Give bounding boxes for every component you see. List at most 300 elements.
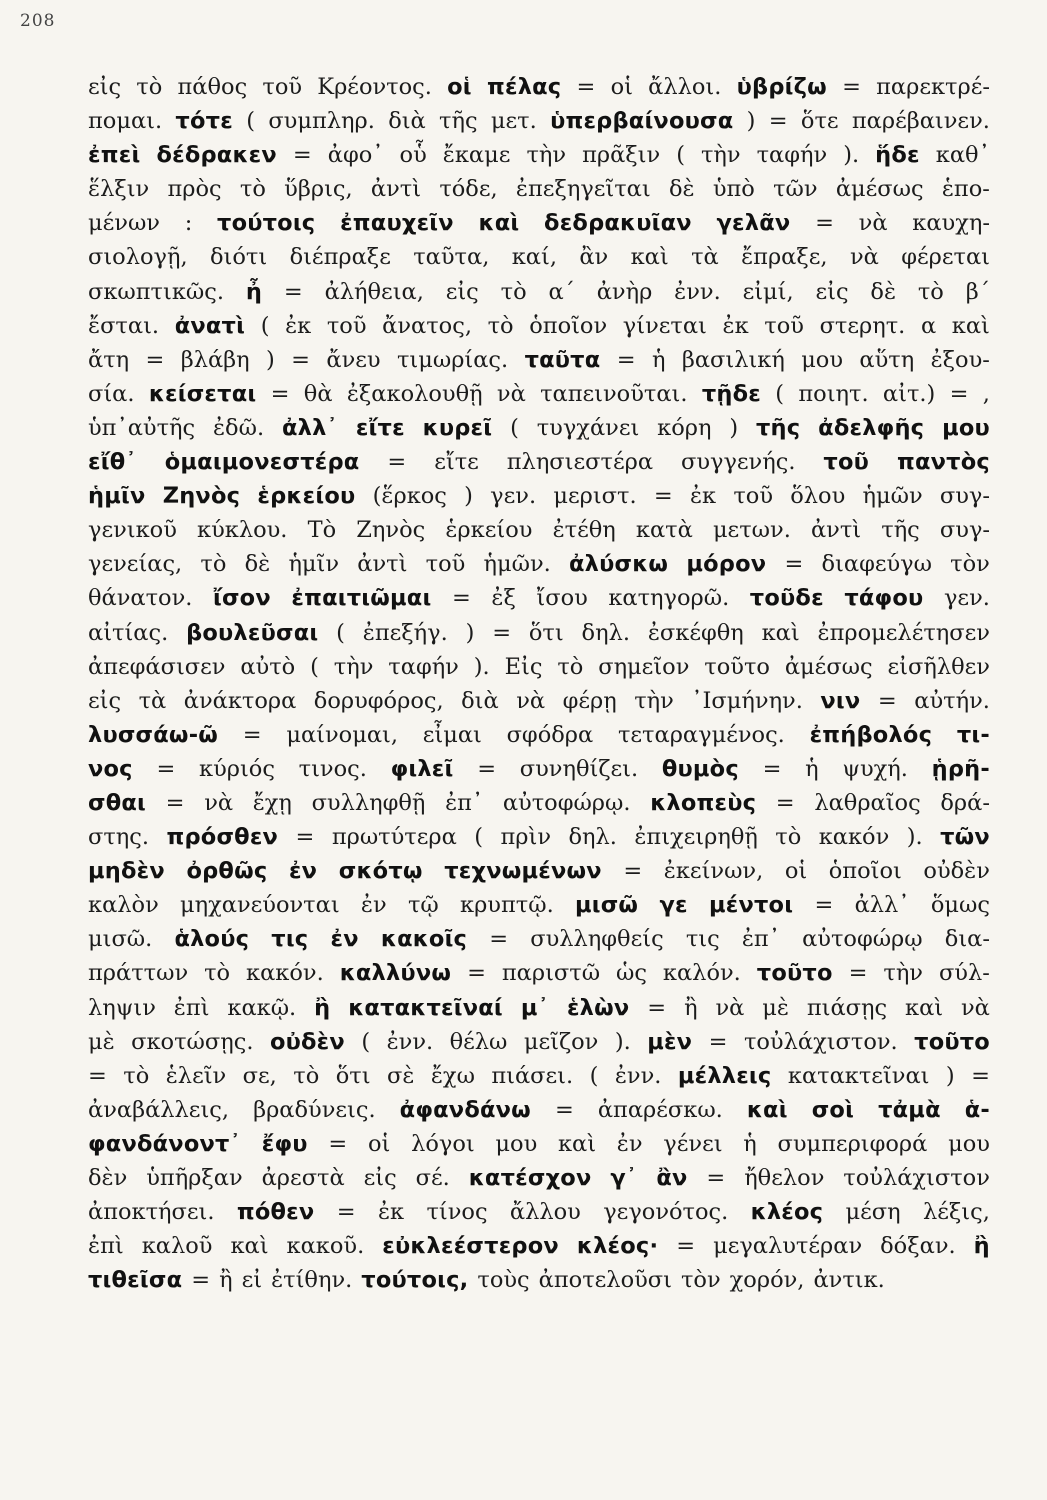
gloss-word: ἔπραξε, xyxy=(741,244,828,271)
gloss-word: ληψιν xyxy=(88,994,156,1021)
headword: δέδρακεν xyxy=(156,142,277,169)
gloss-word: ἐκ xyxy=(285,312,312,339)
gloss-word: ἀμέσως xyxy=(784,653,873,680)
gloss-word: μηχανεύονται xyxy=(180,892,340,919)
gloss-word: ἐνν. xyxy=(614,1062,662,1089)
gloss-word: καλοῦ xyxy=(141,1233,213,1260)
gloss-word: οἱ xyxy=(784,858,808,885)
gloss-word: Εἰς xyxy=(504,653,543,680)
gloss-word: ἀπαρέσκω. xyxy=(597,1096,723,1123)
headword: τοῦ xyxy=(823,449,870,476)
headword: ἔφυ xyxy=(261,1130,308,1157)
text-line xyxy=(88,1059,990,1093)
headword: οἱ xyxy=(447,74,472,100)
gloss-word: = xyxy=(576,74,596,100)
headword: κακοῖς xyxy=(380,926,468,953)
gloss-word: σέ. xyxy=(415,1165,450,1191)
gloss-word: πράττων xyxy=(88,960,189,987)
headword: ἀδελφῆς xyxy=(818,414,925,441)
gloss-word: ἡμῖν xyxy=(288,551,340,578)
gloss-word: πιάσει. xyxy=(491,1062,574,1089)
gloss-word: γίνεται xyxy=(622,312,707,339)
gloss-word: ἐπὶ xyxy=(173,994,210,1021)
gloss-word: τοῦ xyxy=(326,312,367,339)
gloss-word: νὰ xyxy=(715,994,745,1021)
text-line xyxy=(88,377,990,411)
headword: ὀρθῶς xyxy=(186,858,268,885)
headword: τοῦτο xyxy=(756,960,833,987)
gloss-word: θὰ xyxy=(303,380,333,407)
gloss-word: ταῦτα, xyxy=(413,244,490,271)
gloss-word: = xyxy=(647,994,667,1021)
gloss-word: ὁποῖον xyxy=(529,312,608,339)
gloss-word: τῷ xyxy=(407,892,439,919)
headword: σθαι xyxy=(88,789,147,816)
gloss-word: γεν. xyxy=(490,483,537,510)
gloss-word: ἀρεστὰ xyxy=(261,1165,345,1191)
gloss-word: νὰ xyxy=(849,244,879,271)
gloss-word: = xyxy=(653,483,673,510)
headword: τἀμὰ xyxy=(878,1096,941,1123)
text-line xyxy=(88,275,990,309)
gloss-word: ( xyxy=(336,619,345,646)
gloss-word: τὸ xyxy=(557,653,584,680)
headword: ἀλλ᾽ xyxy=(281,414,338,441)
gloss-word: δὲν xyxy=(88,1165,128,1191)
text-line xyxy=(88,240,990,274)
headword: τάφου xyxy=(844,585,924,612)
headword: ἐπαυχεῖν xyxy=(340,210,454,237)
gloss-word: οἱ xyxy=(610,74,633,100)
gloss-word: = xyxy=(623,858,643,885)
gloss-word: τὸ xyxy=(204,960,231,987)
gloss-word: ) xyxy=(266,346,275,373)
headword: μ᾽ xyxy=(520,994,550,1021)
gloss-word: τὸ xyxy=(239,176,266,203)
gloss-word: μου xyxy=(495,1130,538,1157)
gloss-word: τοῦ xyxy=(733,483,773,510)
gloss-word: ἄλλοι. xyxy=(648,74,722,100)
headword: ἴσον xyxy=(212,585,271,612)
gloss-word: κατὰ xyxy=(635,517,693,544)
headword: τῇδε xyxy=(701,380,761,407)
gloss-word: τὸ xyxy=(200,551,227,578)
gloss-word: = xyxy=(270,380,290,407)
gloss-word: θέλω xyxy=(449,1028,508,1055)
gloss-word: ) xyxy=(464,483,473,510)
gloss-word: ἤθελον xyxy=(744,1165,825,1191)
headword: δεδρακυῖαν xyxy=(544,210,692,237)
text-line xyxy=(88,820,990,854)
gloss-word: ἔκαμε xyxy=(442,142,511,169)
gloss-word: ἡ xyxy=(743,1130,757,1157)
gloss-word: μέση xyxy=(845,1199,901,1226)
text-line xyxy=(88,888,990,922)
headword: τῆς xyxy=(755,414,801,441)
gloss-word: ὑπ᾽αὐτῆς xyxy=(88,414,196,441)
gloss-word: καί, xyxy=(511,244,557,271)
gloss-word: ἐπὶ xyxy=(88,1233,124,1260)
headword: ᾑρῆ- xyxy=(931,755,990,782)
gloss-word: τοὐλάχιστον. xyxy=(743,1028,898,1055)
headword: πόθεν xyxy=(236,1199,315,1226)
gloss-word: συγ- xyxy=(939,517,990,544)
headword: ὑπερβαίνουσα xyxy=(550,108,734,135)
gloss-word: ἀμέσως xyxy=(835,176,924,203)
gloss-word: παριστῶ xyxy=(501,960,601,987)
gloss-word: ἀλήθεια, xyxy=(324,278,424,305)
gloss-word: συλληφθείς xyxy=(530,926,664,953)
headword: λυσσάω-ῶ xyxy=(88,721,218,748)
gloss-word: αὐτοφώρῳ xyxy=(802,926,923,953)
gloss-word: σιολογῇ, xyxy=(88,244,188,271)
gloss-word: κατηγορῶ. xyxy=(608,585,730,612)
headword: τις xyxy=(271,926,309,953)
gloss-word: τὴν xyxy=(333,653,374,680)
gloss-word: δια- xyxy=(944,926,990,953)
gloss-word: φέρῃ xyxy=(562,687,617,714)
text-line xyxy=(88,786,990,820)
gloss-word: τοῦ xyxy=(764,312,804,339)
gloss-word: τόδε, xyxy=(439,176,498,203)
headword: ἁλούς xyxy=(174,926,250,953)
headword: τι- xyxy=(956,721,990,748)
gloss-word: ψυχή. xyxy=(842,755,908,782)
headword: κυρεῖ xyxy=(422,414,493,441)
headword: πρόσθεν xyxy=(166,824,279,851)
headword: σοὶ xyxy=(811,1096,855,1123)
headword: κείσεται xyxy=(148,380,257,407)
gloss-word: νὰ xyxy=(496,380,526,407)
gloss-word: εἰς xyxy=(445,278,479,305)
text-line xyxy=(88,616,990,650)
gloss-word: = xyxy=(616,346,636,373)
gloss-word: καὶ xyxy=(951,312,990,339)
text-line xyxy=(88,650,990,684)
gloss-word: ) xyxy=(945,1062,955,1089)
gloss-word: κακοῦ. xyxy=(286,1233,365,1260)
gloss-word: μεριστ. xyxy=(553,483,637,510)
gloss-word: = xyxy=(156,755,176,782)
headword: εἴθ᾽ xyxy=(88,449,137,476)
gloss-word: συμπεριφορά xyxy=(777,1130,928,1157)
gloss-word: σε, xyxy=(242,1062,277,1089)
headword: καὶ xyxy=(478,210,520,237)
text-line xyxy=(88,411,990,445)
text-line xyxy=(88,138,990,172)
gloss-word: ἐτέθη xyxy=(552,517,616,544)
headword: τεχνωμένων xyxy=(444,858,602,885)
gloss-word: πιάσῃς xyxy=(806,994,888,1021)
gloss-word: γένει xyxy=(663,1130,723,1157)
gloss-word: διότι xyxy=(210,244,268,271)
text-line xyxy=(88,445,990,479)
gloss-word: = xyxy=(165,789,185,816)
gloss-word: ἐξου- xyxy=(930,346,990,373)
gloss-word: τὸ xyxy=(917,278,944,305)
headword: κλοπεὺς xyxy=(650,789,757,816)
gloss-word: τεταραγμένος. xyxy=(617,721,785,748)
headword: ἀφανδάνω xyxy=(399,1096,531,1123)
gloss-word: ἡμῶν xyxy=(862,483,923,510)
commentary-text xyxy=(88,70,990,1297)
text-line xyxy=(88,343,990,377)
gloss-word: ἀφο᾽ xyxy=(327,142,384,169)
gloss-word: β΄ xyxy=(965,278,990,305)
gloss-word: ὑπὸ xyxy=(712,176,755,203)
gloss-word: εἰς xyxy=(815,278,849,305)
gloss-word: τοὺς xyxy=(477,1267,530,1294)
headword: πέλας xyxy=(486,74,562,100)
gloss-word: καλὸν xyxy=(88,892,159,919)
gloss-word: μὲ xyxy=(762,994,789,1021)
gloss-word: καὶ xyxy=(557,1130,597,1157)
gloss-word: εἰμί, xyxy=(742,278,794,305)
gloss-word: καυχη- xyxy=(912,210,990,237)
headword: καὶ xyxy=(746,1096,788,1123)
gloss-word: ἕλξιν xyxy=(88,176,150,203)
headword: ἢ xyxy=(973,1233,990,1260)
gloss-word: ἀνὴρ xyxy=(596,278,653,305)
gloss-word: οἱ xyxy=(367,1130,391,1157)
gloss-word: τὴν xyxy=(883,960,923,987)
gloss-word: μαίνομαι, xyxy=(286,721,398,748)
gloss-word: μου xyxy=(801,346,844,373)
gloss-word: ᾿Ισμήνην. xyxy=(691,687,803,714)
headword: ὑβρίζω xyxy=(736,74,827,100)
gloss-word: = xyxy=(706,1165,726,1191)
gloss-word: = xyxy=(88,1062,107,1089)
gloss-word: αὕτη xyxy=(859,346,915,373)
gloss-word: τὸ xyxy=(136,74,163,100)
gloss-word: εἴτε xyxy=(434,449,479,476)
gloss-word: τὴν xyxy=(700,142,741,169)
gloss-word: ἡμῶν. xyxy=(483,551,551,578)
gloss-word: ἐκ xyxy=(689,483,717,510)
gloss-word: τὸ xyxy=(487,312,514,339)
headword: εὐκλεέστερον xyxy=(382,1233,559,1260)
gloss-word: ὁποῖοι xyxy=(828,858,902,885)
text-line xyxy=(88,1127,990,1161)
gloss-word: ἀνάκτορα xyxy=(183,687,297,714)
gloss-word: ὑπῆρξαν xyxy=(146,1165,243,1191)
headword: φανδάνοντ᾽ xyxy=(88,1130,242,1157)
gloss-word: στερητ. xyxy=(819,312,906,339)
headword: κατακτεῖναί xyxy=(348,994,503,1021)
gloss-word: : xyxy=(184,210,193,237)
gloss-word: πάθος xyxy=(177,74,248,100)
gloss-word: = xyxy=(467,960,486,987)
headword: ὁμαιμονεστέρα xyxy=(164,449,360,476)
gloss-word: νὰ xyxy=(204,789,234,816)
gloss-word: συγ- xyxy=(939,483,990,510)
gloss-word: δὲ xyxy=(668,176,695,203)
gloss-word: ἴσου xyxy=(536,585,588,612)
gloss-word: ) xyxy=(465,619,475,646)
gloss-word: χορόν, xyxy=(729,1267,805,1294)
text-line xyxy=(88,1161,990,1195)
text-line xyxy=(88,1195,990,1229)
gloss-word: ἀποτελοῦσι xyxy=(538,1267,672,1294)
gloss-word: τινος. xyxy=(298,755,367,782)
gloss-word: καθ᾽ xyxy=(935,142,990,169)
gloss-word: εἰς xyxy=(363,1165,397,1191)
gloss-word: καὶ xyxy=(630,244,669,271)
gloss-word: μεγαλυτέραν xyxy=(713,1233,863,1260)
gloss-word: διαφεύγω xyxy=(821,551,932,578)
headword: μέντοι xyxy=(708,892,794,919)
headword: ἢ xyxy=(314,994,331,1021)
gloss-word: ἐπεξήγ. xyxy=(362,619,448,646)
gloss-word: διὰ xyxy=(388,108,426,135)
gloss-word: διέπραξε xyxy=(289,244,391,271)
gloss-word: ἢ xyxy=(684,994,698,1021)
headword: ἦ xyxy=(245,278,263,305)
gloss-word: τῆς xyxy=(881,517,920,544)
text-line xyxy=(88,922,990,956)
headword: εἴτε xyxy=(355,414,405,441)
headword: μηδὲν xyxy=(88,858,165,885)
gloss-word: κακόν xyxy=(818,824,890,851)
gloss-word: ἑπο- xyxy=(941,176,990,203)
headword: ἐν xyxy=(330,926,359,953)
gloss-word: εἰ xyxy=(241,1267,263,1294)
gloss-word: ἀντὶ xyxy=(357,551,408,578)
gloss-word: αὐτὸ xyxy=(240,653,296,680)
gloss-word: τὰ xyxy=(138,687,167,714)
headword: ἑρκείου xyxy=(257,483,356,510)
text-line xyxy=(88,718,990,752)
gloss-word: ταφήν xyxy=(388,653,459,680)
gloss-word: τὰ xyxy=(691,244,719,271)
gloss-word: = xyxy=(554,1096,574,1123)
gloss-word: δρά- xyxy=(940,789,990,816)
gloss-word: ὅλου xyxy=(790,483,846,510)
gloss-word: μεῖζον xyxy=(523,1028,599,1055)
gloss-word: αὐτοφώρῳ. xyxy=(502,789,631,816)
gloss-word: ( xyxy=(260,312,270,339)
gloss-word: ὕβρις, xyxy=(284,176,353,203)
gloss-word: σκωπτικῶς. xyxy=(88,278,224,305)
gloss-word: τῆς xyxy=(439,108,478,135)
gloss-word: μὲ xyxy=(88,1028,115,1055)
gloss-word: ἡ xyxy=(805,755,819,782)
headword: παντὸς xyxy=(897,449,990,476)
gloss-word: ὅμως xyxy=(930,892,990,919)
gloss-word: ἄλλου xyxy=(509,1199,581,1226)
gloss-word: ἐτίθην. xyxy=(271,1267,353,1294)
gloss-word: τὸ xyxy=(775,824,802,851)
gloss-word: σὲ xyxy=(386,1062,415,1089)
gloss-word: Τὸ xyxy=(307,517,337,544)
gloss-word: δὲ xyxy=(870,278,897,305)
gloss-word: ὅτι xyxy=(335,1062,371,1089)
text-line xyxy=(88,752,990,786)
gloss-word: λέξις, xyxy=(923,1199,990,1226)
text-line xyxy=(88,1263,990,1297)
gloss-word: συνηθίζει. xyxy=(519,755,639,782)
gloss-word: ( xyxy=(589,1062,599,1089)
headword: τούτοις xyxy=(217,210,316,237)
gloss-word: ἡ xyxy=(651,346,666,373)
gloss-word: ὅτι xyxy=(528,619,564,646)
gloss-word: = xyxy=(814,892,834,919)
headword: γε xyxy=(659,892,688,919)
text-line xyxy=(88,684,990,718)
gloss-word: α xyxy=(920,312,937,339)
gloss-word: τοῦ xyxy=(425,551,466,578)
gloss-word: γεγονότος. xyxy=(603,1199,729,1226)
gloss-word: βασιλική xyxy=(681,346,785,373)
gloss-word: συλληφθῇ xyxy=(311,789,426,816)
gloss-word: τὸ xyxy=(500,278,527,305)
gloss-word: (ἕρκος xyxy=(372,483,447,510)
gloss-word: ) xyxy=(746,108,756,135)
gloss-word: ταφήν xyxy=(756,142,828,169)
gloss-word: ἐδῶ. xyxy=(212,414,265,441)
gloss-word: ἔχῃ xyxy=(252,789,292,816)
gloss-word: ἐπεξηγεῖται xyxy=(515,176,651,203)
headword: ἥδε xyxy=(875,142,920,169)
headword: θυμὸς xyxy=(661,755,739,782)
gloss-word: δορυφόρος, xyxy=(313,687,444,714)
gloss-word: εἰσῆλθεν xyxy=(887,653,990,680)
gloss-word: = xyxy=(292,142,312,169)
gloss-word: δόξαν. xyxy=(880,1233,956,1260)
gloss-word: τὸ xyxy=(123,1062,150,1089)
text-line xyxy=(88,956,990,990)
headword: ἐν xyxy=(288,858,318,885)
gloss-word: ἀναβάλλεις, xyxy=(88,1096,230,1123)
gloss-word: ἐνν. xyxy=(386,1028,434,1055)
gloss-word: = xyxy=(283,278,303,305)
headword: καλλύνω xyxy=(339,960,452,987)
gloss-word: ἐπ᾽ xyxy=(741,926,780,953)
gloss-word: ἔχω xyxy=(430,1062,475,1089)
headword: γελᾶν xyxy=(716,210,791,237)
gloss-word: = xyxy=(708,1028,728,1055)
gloss-word: ἐπρομελέτησεν xyxy=(817,619,990,646)
gloss-word: δηλ. xyxy=(581,619,630,646)
gloss-word: μετων. xyxy=(712,517,791,544)
headword: τιθεῖσα xyxy=(88,1267,183,1294)
text-line xyxy=(88,172,990,206)
headword: νος xyxy=(88,755,133,782)
gloss-word: = xyxy=(949,380,969,407)
text-line xyxy=(88,309,990,343)
headword: μὲν xyxy=(647,1028,693,1055)
gloss-word: καὶ xyxy=(905,994,944,1021)
gloss-word: γεν. xyxy=(943,585,990,612)
headword: φιλεῖ xyxy=(390,755,454,782)
gloss-word: δὲ xyxy=(244,551,271,578)
gloss-word: αὐτήν. xyxy=(914,687,990,714)
gloss-word: λαθραῖος xyxy=(814,789,921,816)
gloss-word: ( xyxy=(775,380,785,407)
gloss-word: μένων xyxy=(88,210,160,237)
gloss-word: = xyxy=(387,449,407,476)
gloss-word: ἀντικ. xyxy=(813,1267,885,1294)
gloss-word: συμπληρ. xyxy=(268,108,375,135)
gloss-word: καὶ xyxy=(761,619,800,646)
headword: ἡμῖν xyxy=(88,483,146,510)
gloss-word: οὗ xyxy=(399,142,427,169)
gloss-word: σφόδρα xyxy=(506,721,594,748)
gloss-word: ( xyxy=(310,653,319,680)
gloss-word: φέρεται xyxy=(901,244,990,271)
gloss-word: γενικοῦ xyxy=(88,517,177,544)
gloss-word: μου xyxy=(948,1130,990,1157)
